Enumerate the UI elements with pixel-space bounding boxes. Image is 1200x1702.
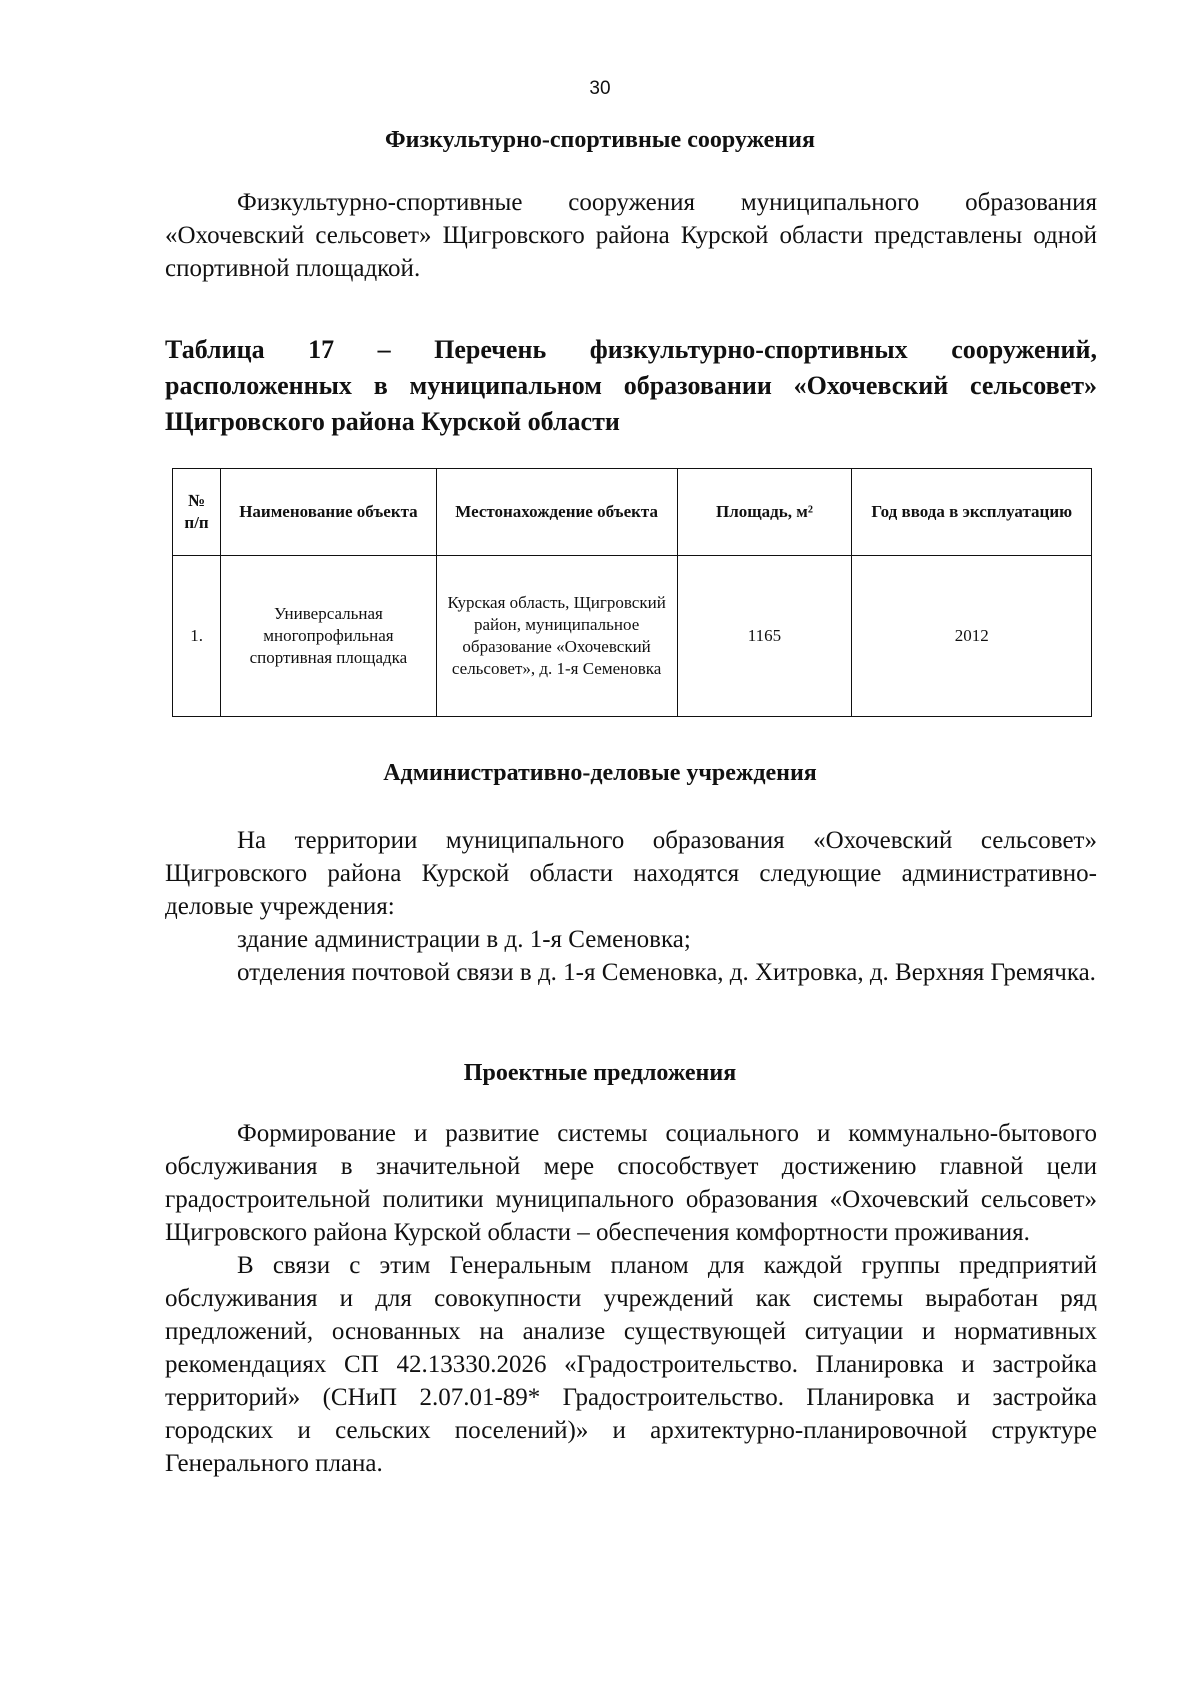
header-location: Местонахождение объекта — [436, 469, 677, 556]
cell-area: 1165 — [677, 556, 852, 717]
admin-item-1: здание администрации в д. 1-я Семеновка; — [237, 926, 691, 953]
cell-num: 1. — [173, 556, 221, 717]
table-header-row — [173, 469, 1092, 556]
table-caption: Таблица 17 – Перечень физкультурно-спортивных сооружений, расположенных в муниципальном образовании «Охочевский сельсовет» Щигровского района Курской области — [165, 335, 1097, 436]
page-number: 30 — [589, 78, 611, 99]
section-heading-sports: Физкультурно-спортивные сооружения — [385, 127, 815, 153]
paragraph-admin-intro: На территории муниципального образования «Охочевский сельсовет» Щигровского района Курской области находятся следующие административно-деловые учреждения: — [165, 827, 1097, 920]
header-name: Наименование объекта — [221, 469, 437, 556]
proposals-paragraph-1: Формирование и развитие системы социального и коммунально-бытового обслуживания в значительной мере способствует достижению главной цели градостроительной политики муниципального образования «Охочевский сельсовет» Щигровского района Курской области – обеспечения комфортности проживания. — [165, 1120, 1097, 1246]
paragraph-admin — [165, 824, 1097, 989]
admin-item-2: отделения почтовой связи в д. 1-я Семеновка, д. Хитровка, д. Верхняя Гремячка. — [237, 959, 1096, 986]
paragraph-sports — [165, 186, 1097, 285]
sports-facilities-table — [172, 468, 1092, 717]
paragraph-proposals — [165, 1117, 1097, 1480]
paragraph-sports-text: Физкультурно-спортивные сооружения муниципального образования «Охочевский сельсовет» Щигровского района Курской области представлены одной спортивной площадкой. — [165, 189, 1097, 282]
header-area: Площадь, м² — [677, 469, 852, 556]
cell-name: Универсальная многопрофильная спортивная площадка — [221, 556, 437, 717]
section-heading-admin: Административно-деловые учреждения — [383, 760, 817, 786]
cell-location: Курская область, Щигровский район, муниципальное образование «Охочевский сельсовет», д. 1-я Семеновка — [436, 556, 677, 717]
proposals-paragraph-2: В связи с этим Генеральным планом для каждой группы предприятий обслуживания и для совокупности учреждений как системы выработан ряд предложений, основанных на анализе существующей ситуации и нормативных рекомендациях СП 42.13330.2026 «Градостроительство. Планировка и застройка территорий» (СНиП 2.07.01-89* Градостроительство. Планировка и застройка городских и сельских поселений)» и архитектурно-планировочной структуре Генерального плана. — [165, 1252, 1097, 1477]
cell-year: 2012 — [852, 556, 1092, 717]
header-year: Год ввода в эксплуатацию — [852, 469, 1092, 556]
table-row — [173, 556, 1092, 717]
section-heading-proposals: Проектные предложения — [463, 1060, 737, 1086]
header-num: № п/п — [173, 469, 221, 556]
